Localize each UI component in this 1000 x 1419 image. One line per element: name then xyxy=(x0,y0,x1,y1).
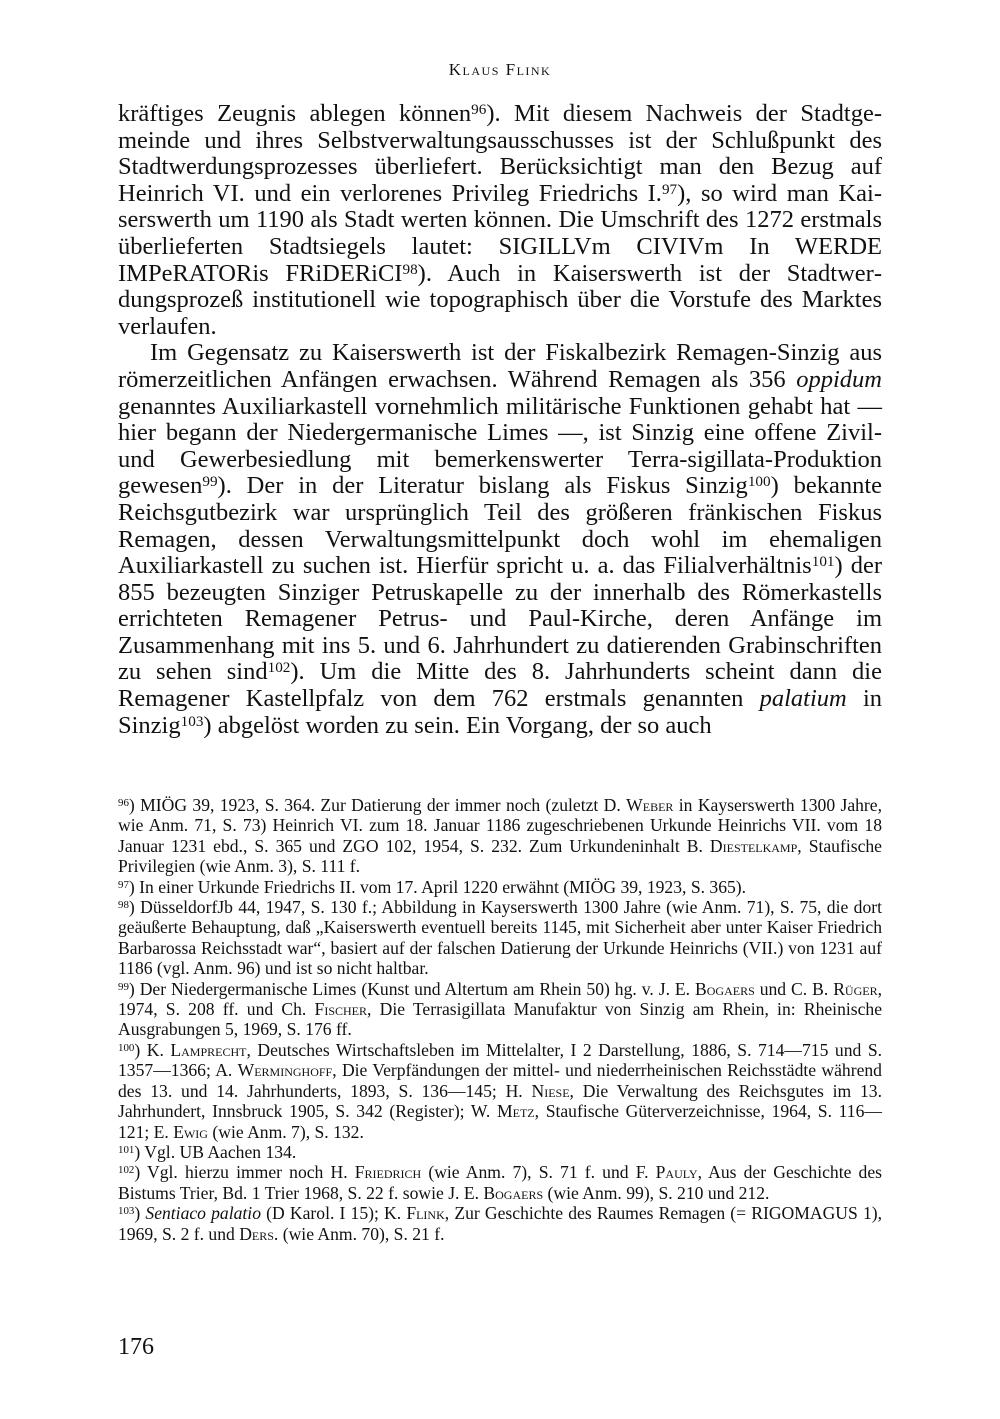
footnote-marker: 100 xyxy=(747,473,771,491)
text-run: (wie Anm. 7), S. 71 f. und F. xyxy=(421,1162,656,1183)
text-run: (wie Anm. 99), S. 210 und 212. xyxy=(543,1182,770,1203)
author-name: Friedrich xyxy=(354,1162,422,1183)
text-run: ) K. xyxy=(134,1039,171,1060)
footnote-marker: 102 xyxy=(267,659,291,677)
page-number: 176 xyxy=(118,1334,154,1360)
text-run: in Kayserswerth 1300 Jahre, wie Anm. 71, S. 73) Heinrich VI. zum 18. Januar 1186 zugeschriebenen Urkunde Heinrichs VII. vom 18 Januar 1231 ebd., S. 365 und ZGO 102, 1954, S. 232. Zum Urkundeninhalt B. xyxy=(118,795,882,856)
footnote-marker: 97 xyxy=(661,180,678,198)
text-run: ). Um die Mitte des 8. Jahrhunderts scheint dann die Remagener Kastellpfalz von dem 762 erstmals genannten xyxy=(118,658,882,713)
author-name: Lamprecht xyxy=(170,1039,247,1060)
footnote-marker: 96 xyxy=(471,101,487,119)
footnote-marker: 101 xyxy=(118,1144,135,1156)
text-run: ) In einer Urkunde Friedrichs II. vom 17. April 1220 erwähnt (MIÖG 39, 1923, S. 365). xyxy=(128,876,747,897)
text-run: , Aus der Geschichte des Bistums Trier, Bd. 1 Trier 1968, S. 22 f. sowie J. E. xyxy=(118,1162,882,1203)
text-run: ) xyxy=(134,1203,146,1224)
footnote-99 xyxy=(118,979,882,1040)
text-run: ) DüsseldorfJb 44, 1947, S. 130 f.; Abbildung in Kayserswerth 1300 Jahre (wie Anm. 71), S. 75, die dort geäußerte Behauptung, daß „Kaiserswerth eventuell bereits 1145, mit Sicherheit aber unter Kaiser Friedrich Barbarossa Reichsstadt war“, basiert auf der falschen Datierung der Urkunde Heinrichs (VII.) von 1231 auf 1186 (vgl. Anm. 96) und ist so nicht haltbar. xyxy=(118,897,882,979)
text-run: , Staufische Güterverzeichnisse, 1964, S. 116—121; E. xyxy=(118,1101,882,1142)
text-run: (D Karol. I 15); K. xyxy=(261,1203,407,1224)
footnote-96 xyxy=(118,795,882,877)
footnote-98 xyxy=(118,897,882,979)
footnote-101 xyxy=(118,1142,882,1162)
footnote-marker: 98 xyxy=(402,260,418,278)
footnote-marker: 96 xyxy=(118,797,129,810)
text-run: Im Gegensatz zu Kaiserswerth ist der Fiskalbezirk Remagen-Sinzig aus römerzeitlichen Anfängen erwachsen. Während Remagen als 356 xyxy=(118,339,882,393)
text-run: kräftiges Zeugnis ablegen können xyxy=(118,100,472,127)
author-name: Ewig xyxy=(173,1121,208,1142)
author-name: Niese xyxy=(531,1080,570,1101)
footnote-marker: 100 xyxy=(118,1041,135,1054)
footnote-marker: 98 xyxy=(118,899,129,912)
text-run: (wie Anm. 70), S. 21 f. xyxy=(278,1223,445,1244)
footnote-marker: 99 xyxy=(202,473,218,491)
footnote-97 xyxy=(118,877,882,897)
author-name: Flink xyxy=(406,1203,445,1224)
text-run: ) Vgl. UB Aachen 134. xyxy=(134,1141,297,1162)
text-run: , Die Verwaltung des Reichsgutes im 13. Jahrhundert, Innsbruck 1905, S. 342 (Register); W. xyxy=(118,1080,882,1122)
author-name: Diestelkamp xyxy=(709,835,798,856)
author-name: Pauly xyxy=(655,1162,698,1183)
text-run: , Deutsches Wirtschaftsleben im Mittelalter, I 2 Darstellung, 1886, S. 714—715 und S. 1357—1366; A. xyxy=(118,1039,882,1081)
author-name: Ders. xyxy=(239,1223,279,1244)
author-name: Metz xyxy=(496,1101,535,1122)
text-run: ) MIÖG 39, 1923, S. 364. Zur Datierung der immer noch (zuletzt D. xyxy=(128,795,627,815)
italic-text: palatium xyxy=(759,685,847,713)
main-text xyxy=(118,101,882,739)
text-run: , Staufische Privilegien (wie Anm. 3), S. 111 f. xyxy=(118,835,882,877)
author-name: Bogaers xyxy=(695,978,755,999)
running-head: Klaus Flink xyxy=(448,60,552,79)
footnote-marker: 97 xyxy=(118,878,129,891)
author-name: Rüger xyxy=(833,978,878,999)
paragraph xyxy=(118,101,882,340)
text-run: , Die Terrasigillata Manufaktur von Sinzig am Rhein, in: Rheinische Ausgrabungen 5, 1969, S. 176 ff. xyxy=(118,999,883,1040)
author-name: Weber xyxy=(626,795,674,815)
text-run: ), so wird man Kaiserswerth um 1190 als Stadt werten können. Die Umschrift des 1272 erstmals überlieferten Stadtsiegels lautet: SIGILLVm CIVIVm In WERDE IMPeRATORis FRiDERiCI xyxy=(118,179,882,287)
text-run: ). Auch in Kaiserswerth ist der Stadtwerdungsprozeß institutionell wie topographisch über die Vorstufe des Marktes verlaufen. xyxy=(118,259,882,340)
text-run: ) Der Niedergermanische Limes (Kunst und Altertum am Rhein 50) hg. v. J. E. xyxy=(128,978,695,999)
footnote-103 xyxy=(118,1203,882,1244)
footnote-marker: 103 xyxy=(180,712,204,730)
footnote-marker: 101 xyxy=(811,553,835,571)
italic-text: Sentiaco palatio xyxy=(145,1203,261,1224)
text-run: ) der 855 bezeugten Sinziger Petruskapelle zu der innerhalb des Römerkastells errichteten Remagener Petrus- und Paul-Kirche, deren Anfänge im Zusammenhang mit ins 5. und 6. Jahrhundert zu datierenden Grabinschriften zu sehen sind xyxy=(118,552,882,686)
text-run: , Die Verpfändungen der mittel- und niederrheinischen Reichsstädte während des 13. und 14. Jahrhunderts, 1893, S. 136—145; H. xyxy=(118,1060,882,1101)
footnote-marker: 102 xyxy=(118,1164,135,1177)
footnote-marker: 103 xyxy=(118,1205,135,1218)
italic-text: oppidum xyxy=(796,365,882,393)
text-run: und C. B. xyxy=(754,978,834,999)
text-run: genanntes Auxiliarkastell vornehmlich militärische Funktionen gehabt hat — hier begann der Niedergermanische Limes —, ist Sinzig eine offene Zivil- und Gewerbesiedlung mit bemerkenswerter Terra-sigillata-Produktion gewesen xyxy=(118,392,882,500)
text-run: , 1974, S. 208 ff. und Ch. xyxy=(118,978,882,1020)
author-name: Fischer xyxy=(314,999,368,1020)
author-name: Bogaers xyxy=(483,1182,544,1203)
footnote-102 xyxy=(118,1162,882,1203)
text-run: ). Der in der Literatur bislang als Fiskus Sinzig xyxy=(217,472,748,500)
paragraph xyxy=(118,340,882,739)
text-run: ) abgelöst worden zu sein. Ein Vorgang, der so auch xyxy=(203,711,712,739)
text-run: ). Mit diesem Nachweis der Stadtgemeinde und ihres Selbstverwaltungsausschusses ist der Schlußpunkt des Stadtwerdungsprozesses überliefert. Berücksichtigt man den Bezug auf Heinrich VI. und ein verlorenes Privileg Friedrichs I. xyxy=(118,100,883,207)
footnote-marker: 99 xyxy=(118,980,129,993)
footnote-100 xyxy=(118,1040,882,1142)
text-run: in Sinzig xyxy=(118,685,882,739)
text-run: ) Vgl. hierzu immer noch H. xyxy=(134,1162,355,1183)
author-name: Werminghoff xyxy=(237,1060,333,1081)
text-run: ) bekannte Reichsgutbezirk war ursprünglich Teil des größeren fränkischen Fiskus Remagen, dessen Verwaltungsmittelpunkt doch wohl im ehemaligen Auxiliarkastell zu suchen ist. Hierfür spricht u. a. das Filialverhältnis xyxy=(118,472,883,580)
text-run: (wie Anm. 7), S. 132. xyxy=(207,1121,364,1142)
text-run: , Zur Geschichte des Raumes Remagen (= RIGOMAGUS 1), 1969, S. 2 f. und xyxy=(118,1203,882,1244)
footnotes xyxy=(118,795,882,1244)
